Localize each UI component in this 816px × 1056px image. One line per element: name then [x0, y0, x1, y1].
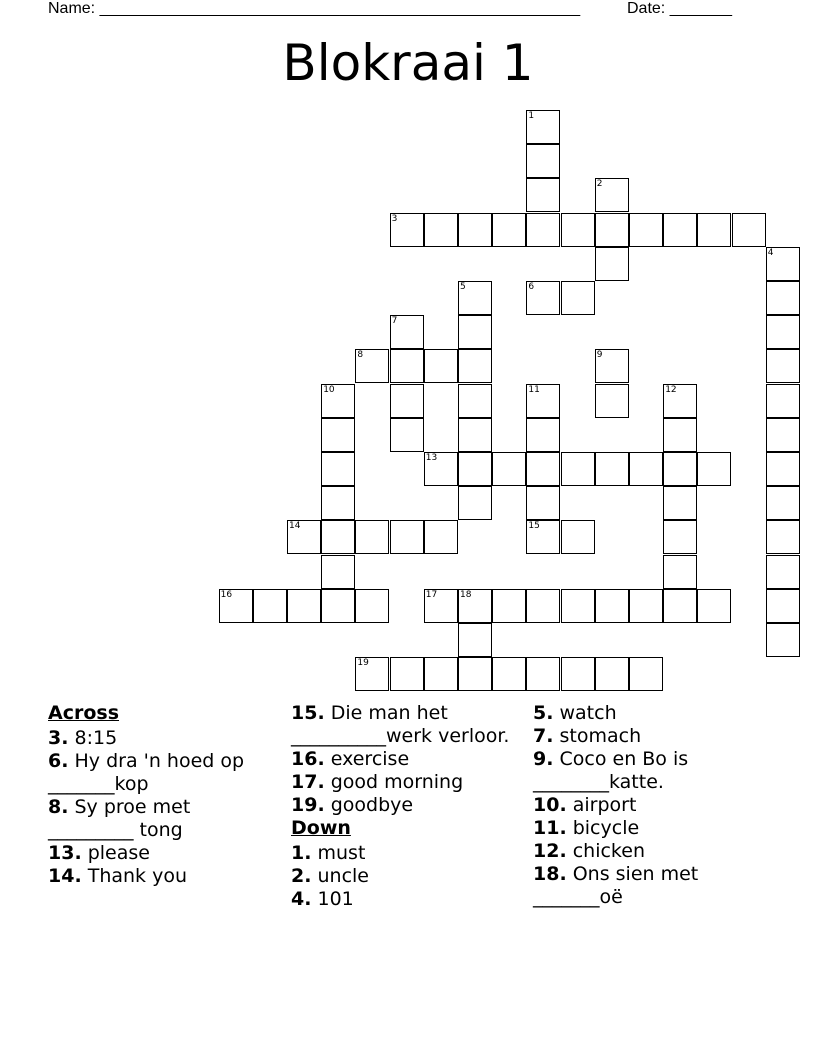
page-title: Blokraai 1: [282, 34, 534, 92]
clue-number-label: 8.: [48, 796, 69, 818]
crossword-cell[interactable]: [390, 384, 424, 418]
clue-number: 11: [528, 384, 540, 395]
crossword-cell[interactable]: [458, 213, 492, 247]
clue-number: 3: [391, 213, 398, 224]
clue-text: Coco en Bo is ________katte.: [533, 748, 689, 793]
crossword-cell[interactable]: [321, 589, 355, 623]
crossword-cell[interactable]: [766, 418, 800, 452]
crossword-cell[interactable]: [766, 384, 800, 418]
crossword-cell[interactable]: [424, 213, 458, 247]
clue-text: Sy proe met _________ tong: [48, 796, 191, 841]
clue-number: 5: [460, 282, 466, 292]
crossword-cell[interactable]: [424, 349, 458, 383]
crossword-cell[interactable]: [766, 315, 800, 349]
crossword-cell[interactable]: [629, 452, 663, 486]
crossword-cell[interactable]: [321, 486, 355, 520]
crossword-cell[interactable]: [766, 520, 800, 554]
clue-text: bicycle: [572, 817, 640, 839]
clue-number: 6: [528, 282, 535, 292]
clue-text: must: [317, 842, 366, 864]
clue-number: 4: [767, 247, 774, 258]
crossword-cell[interactable]: [732, 213, 766, 247]
clue-column-1: [48, 702, 268, 888]
clue-text: 8:15: [74, 727, 118, 749]
clue-number-label: 1.: [291, 842, 312, 864]
crossword-cell[interactable]: [458, 623, 492, 657]
crossword-cell[interactable]: [458, 486, 492, 520]
crossword-cell[interactable]: [458, 657, 492, 691]
clue: [48, 865, 268, 888]
clue-number: 19: [357, 658, 369, 669]
crossword-cell[interactable]: [663, 589, 697, 623]
crossword-cell[interactable]: [355, 657, 389, 691]
crossword-cell[interactable]: [321, 418, 355, 452]
crossword-cell[interactable]: [526, 452, 560, 486]
crossword-cell[interactable]: [492, 589, 526, 623]
crossword-cell[interactable]: [424, 657, 458, 691]
clue-text: watch: [559, 702, 617, 724]
clue-number: 12: [665, 384, 677, 395]
crossword-cell[interactable]: [766, 452, 800, 486]
crossword-cell[interactable]: [595, 657, 629, 691]
crossword-cell[interactable]: [595, 178, 629, 212]
crossword-cell[interactable]: [458, 349, 492, 383]
clue: [533, 794, 763, 817]
crossword-cell[interactable]: [219, 589, 253, 623]
crossword-cell[interactable]: [766, 349, 800, 383]
clue-text: chicken: [572, 840, 645, 862]
crossword-cell[interactable]: [561, 281, 595, 315]
crossword-cell[interactable]: [390, 418, 424, 452]
crossword-cell[interactable]: [766, 247, 800, 281]
crossword-cell[interactable]: [492, 657, 526, 691]
crossword-cell[interactable]: [458, 384, 492, 418]
clue: [291, 888, 511, 911]
crossword-cell[interactable]: [390, 657, 424, 691]
crossword-cell[interactable]: [663, 384, 697, 418]
crossword-cell[interactable]: [526, 520, 560, 554]
clue-number-label: 6.: [48, 750, 69, 772]
clue-text: exercise: [330, 748, 410, 770]
clue-number-label: 17.: [291, 771, 325, 793]
crossword-cell[interactable]: [390, 520, 424, 554]
clue-number-label: 11.: [533, 817, 567, 839]
crossword-cell[interactable]: [697, 213, 731, 247]
crossword-cell[interactable]: [458, 589, 492, 623]
crossword-cell[interactable]: [629, 657, 663, 691]
crossword-cell[interactable]: [526, 281, 560, 315]
crossword-cell[interactable]: [526, 384, 560, 418]
crossword-cell[interactable]: [697, 452, 731, 486]
clue-number-label: 10.: [533, 794, 567, 816]
clue-number-label: 9.: [533, 748, 554, 770]
clue: [533, 840, 763, 863]
crossword-cell[interactable]: [458, 281, 492, 315]
clue: [291, 702, 511, 748]
crossword-cell[interactable]: [697, 589, 731, 623]
clue-column-2: [291, 702, 511, 911]
crossword-cell[interactable]: [390, 315, 424, 349]
clue-number: 8: [357, 350, 364, 361]
clue: [533, 863, 763, 909]
clue: [291, 842, 511, 865]
clue-text: Hy dra 'n hoed op _______kop: [48, 750, 245, 795]
date-field-label: Date: _______: [627, 0, 732, 17]
crossword-cell[interactable]: [424, 520, 458, 554]
crossword-cell[interactable]: [526, 144, 560, 178]
crossword-cell[interactable]: [287, 520, 321, 554]
clue-number-label: 14.: [48, 865, 82, 887]
crossword-cell[interactable]: [561, 657, 595, 691]
crossword-cell[interactable]: [526, 110, 560, 144]
crossword-cell[interactable]: [663, 520, 697, 554]
across-heading: Across: [48, 702, 120, 724]
crossword-cell[interactable]: [321, 452, 355, 486]
clue: [533, 817, 763, 840]
crossword-cell[interactable]: [766, 589, 800, 623]
crossword-cell[interactable]: [595, 452, 629, 486]
clue-number: 10: [323, 384, 335, 395]
crossword-cell[interactable]: [458, 315, 492, 349]
crossword-cell[interactable]: [287, 589, 321, 623]
crossword-cell[interactable]: [355, 520, 389, 554]
crossword-cell[interactable]: [595, 384, 629, 418]
clue-number: 9: [596, 350, 603, 361]
clue-text: Die man het __________werk verloor.: [291, 702, 510, 747]
crossword-cell[interactable]: [492, 452, 526, 486]
crossword-cell[interactable]: [561, 452, 595, 486]
crossword-cell[interactable]: [526, 589, 560, 623]
clue: [533, 702, 763, 725]
clue-number: 15: [528, 521, 540, 532]
crossword-cell[interactable]: [629, 589, 663, 623]
crossword-cell[interactable]: [766, 486, 800, 520]
crossword-cell[interactable]: [458, 418, 492, 452]
clue-number: 14: [289, 521, 301, 532]
clue-text: Ons sien met _______oë: [533, 863, 699, 908]
clue-number: 16: [220, 589, 233, 600]
clue: [291, 794, 511, 817]
crossword-cell[interactable]: [321, 520, 355, 554]
crossword-cell[interactable]: [766, 281, 800, 315]
clue-text: goodbye: [330, 794, 414, 816]
crossword-cell[interactable]: [390, 213, 424, 247]
crossword-cell[interactable]: [526, 657, 560, 691]
clue-number-label: 5.: [533, 702, 554, 724]
crossword-cell[interactable]: [526, 418, 560, 452]
clue: [48, 727, 268, 750]
clue-number: 2: [596, 179, 603, 190]
clue-number-label: 13.: [48, 842, 82, 864]
crossword-cell[interactable]: [526, 213, 560, 247]
clue-text: stomach: [559, 725, 642, 747]
clue: [533, 748, 763, 794]
clue-number-label: 16.: [291, 748, 325, 770]
crossword-cell[interactable]: [663, 418, 697, 452]
crossword-cell[interactable]: [595, 247, 629, 281]
crossword-cell[interactable]: [492, 213, 526, 247]
crossword-cell[interactable]: [766, 623, 800, 657]
clue-number: 13: [425, 453, 438, 463]
clue: [291, 748, 511, 771]
crossword-cell[interactable]: [561, 213, 595, 247]
crossword-cell[interactable]: [424, 589, 458, 623]
crossword-cell[interactable]: [390, 349, 424, 383]
crossword-cell[interactable]: [629, 213, 663, 247]
crossword-cell[interactable]: [561, 520, 595, 554]
crossword-cell[interactable]: [321, 555, 355, 589]
down-heading: Down: [291, 817, 351, 839]
clue-number: 18: [460, 589, 472, 600]
clue-text: airport: [572, 794, 637, 816]
clue-text: 101: [317, 888, 354, 910]
clue-number-label: 7.: [533, 725, 554, 747]
crossword-cell[interactable]: [595, 349, 629, 383]
clue-number: 17: [425, 589, 438, 600]
clue: [291, 865, 511, 888]
crossword-cell[interactable]: [355, 349, 389, 383]
crossword-cell[interactable]: [526, 486, 560, 520]
name-field-label: Name: ______________________________________________________: [48, 0, 581, 17]
clue-number-label: 18.: [533, 863, 567, 885]
clue-number-label: 19.: [291, 794, 325, 816]
crossword-cell[interactable]: [663, 213, 697, 247]
clue-text: please: [87, 842, 150, 864]
clue-text: good morning: [330, 771, 464, 793]
crossword-cell[interactable]: [766, 555, 800, 589]
clue: [48, 796, 268, 842]
clue-number: 7: [391, 316, 398, 327]
crossword-cell[interactable]: [663, 486, 697, 520]
clue-number-label: 4.: [291, 888, 312, 910]
crossword-cell[interactable]: [595, 589, 629, 623]
crossword-cell[interactable]: [355, 589, 389, 623]
clue-number: 1: [528, 111, 535, 121]
crossword-cell[interactable]: [595, 213, 629, 247]
clue: [48, 842, 268, 865]
clue: [291, 771, 511, 794]
crossword-cell[interactable]: [561, 589, 595, 623]
crossword-cell[interactable]: [253, 589, 287, 623]
crossword-cell[interactable]: [526, 178, 560, 212]
crossword-cell[interactable]: [458, 452, 492, 486]
crossword-cell[interactable]: [321, 384, 355, 418]
clue-number-label: 12.: [533, 840, 567, 862]
clue-column-3: [533, 702, 763, 909]
clue-text: Thank you: [87, 865, 188, 887]
clue-text: uncle: [317, 865, 369, 887]
clue-number-label: 3.: [48, 727, 69, 749]
clue: [48, 750, 268, 796]
clue: [533, 725, 763, 748]
crossword-cell[interactable]: [424, 452, 458, 486]
clue-number-label: 2.: [291, 865, 312, 887]
crossword-cell[interactable]: [663, 452, 697, 486]
crossword-cell[interactable]: [663, 555, 697, 589]
clue-number-label: 15.: [291, 702, 325, 724]
